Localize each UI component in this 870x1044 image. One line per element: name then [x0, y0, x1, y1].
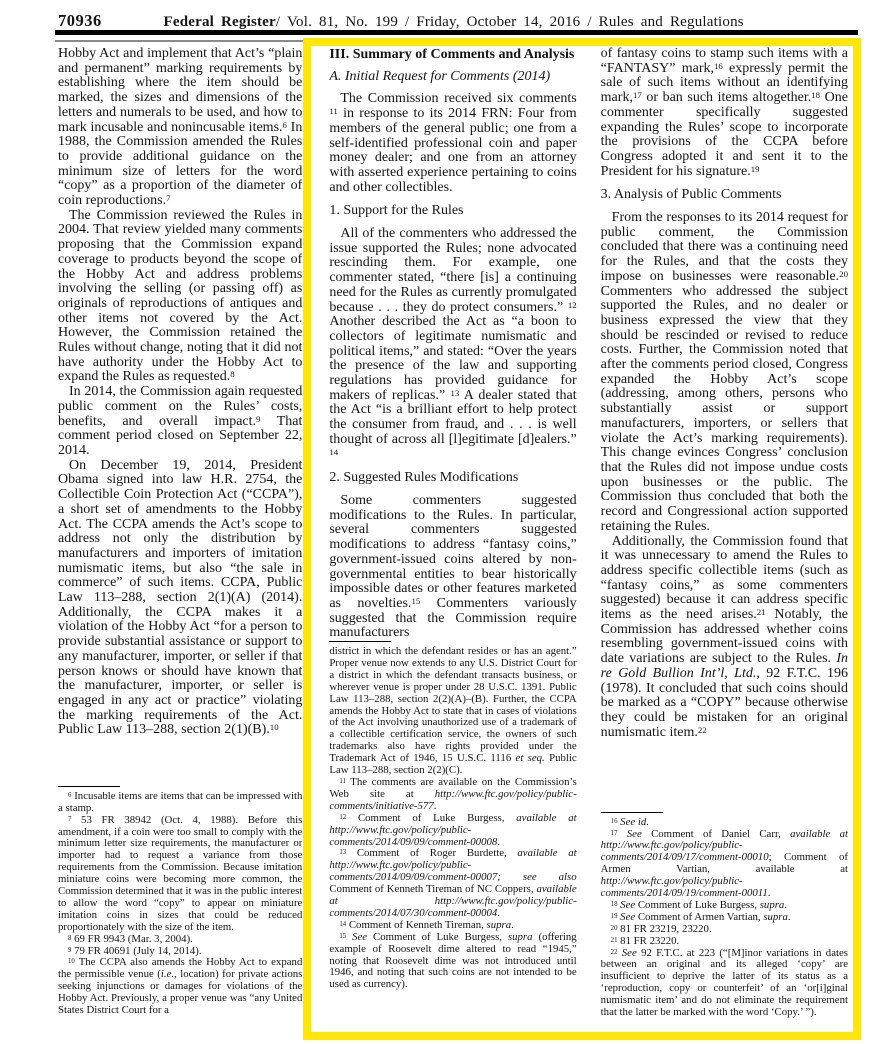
paragraph: of fantasy coins to stamp such items with a “FANTASY” mark,$^{16}$ expressly permit the sale of such items without an identifying mark,$^{17}$ or ban such items altogether.$^{18}$ One commenter specifically suggested expanding the Rules’ scope to incorporate the provisions of the CCPA before Congress adopted it and sent it to the President for his signature.$^{19}$	[600, 47, 848, 179]
header-title	[164, 14, 744, 30]
footnote: $^{12}$ Comment of Luke Burgess, available at http://www.ftc.gov/policy/public-comments/2014/09/09/comment-00008.	[329, 811, 577, 848]
header-title-journal: Federal Register	[163, 14, 276, 30]
article-columns	[58, 47, 848, 1033]
column-3	[601, 47, 848, 1033]
paragraph: Additionally, the Commission found that it was unnecessary to amend the Rules to address specific collectible items (such as “fantasy coins,” as some commenters suggested) because it can address specific items as the need arises.$^{21}$ Notably, the Commission has addressed whether coins resembling government-issued coins with date variations are subject to the Rules. In re Gold Bullion Int’l, Ltd., 92 F.T.C. 196 (1978). It concluded that such coins should be marked as a “COPY” because otherwise they could be mistaken for an original numismatic item.$^{22}$	[600, 533, 848, 740]
paragraph: The Commission received six comments $^{11}$ in response to its 2014 FRN: Four from members of the general public; one from a self-identified professional coin and paper money dealer; and one from an attorney with asserted experience pertaining to coins and other collectibles.	[329, 91, 577, 195]
footnote: $^{15}$ See Comment of Luke Burgess, supra (offering example of Roosevelt dime altered to read “1945,” noting that Roosevelt dime was not introduced until 1946, and noting that such coins are not intended to be used as currency).	[329, 930, 577, 991]
footnote: $^9$ 79 FR 40691 (July 14, 2014).	[68, 944, 202, 957]
page-number: 70936	[58, 11, 102, 30]
footnote: $^{22}$ See 92 F.T.C. at 223 (“[M]inor variations in dates between an original and its alleged ‘copy’ are insufficient to deprive the latter of its status as a ‘reproduction, copy or counterfeit’ of an ‘or[i]ginal numismatic item’ and do not eliminate the requirement that the latter be marked with the word ‘Copy.’ ”).	[600, 946, 848, 1019]
column-1-body	[58, 47, 302, 738]
header-rule-thin	[55, 40, 317, 42]
paragraph: Hobby Act and implement that Act’s “plain and permanent” marking requirements by establishing where the item should be marked, the sizes and dimensions of the letters and numerals to be used, and how to mark incusable and nonincusable items.$^6$ In 1988, the Commission amended the Rules to provide additional guidance on the minimum size of letters for the word “copy” as a proportion of the diameter of coin reproductions.$^7$	[58, 47, 303, 209]
footnote: $^{17}$ See Comment of Daniel Carr, available at http://www.ftc.gov/policy/public-comments/2014/09/17/comment-00010; Comment of Armen Vartian, available at http://www.ftc.gov/policy/public-comments/2014/09/19/comment-00011.	[600, 827, 848, 900]
paragraph: All of the commenters who addressed the issue supported the Rules; none advocated rescinding them. For example, one commenter stated, “there [is] a continuing need for the Rules as currently promulgated because . . . they do protect consumers.” $^{12}$ Another described the Act as “a boon to collectors of legitimate numismatic and political items,” and stated: “Over the years the presence of the law and supporting regulations has provided guidance for makers of replicas.” $^{13}$ A dealer stated that the Act “is a brilliant effort to help protect the consumer from fraud, and . . . is well thought of across all [l]egitimate [d]ealers.” $^{14}$	[329, 226, 577, 457]
footnote: $^{21}$ 81 FR 23220.	[610, 934, 680, 947]
footnote: $^{11}$ The comments are available on the Commission’s Web site at http://www.ftc.gov/policy/public-comments/initiative-577.	[329, 775, 577, 812]
numbered-heading: 2. Suggested Rules Modifications	[329, 470, 519, 486]
footnote: $^{13}$ Comment of Roger Burdette, available at http://www.ftc.gov/policy/public-comments/2014/09/09/comment-00007; see also Comment of Kenneth Tireman of NC Coppers, available at http://www.ftc.gov/policy/public-comments/2014/07/30/comment-00004.	[329, 847, 577, 919]
column-3-footnotes	[601, 812, 848, 1019]
footnote: $^{20}$ 81 FR 23219, 23220.	[610, 922, 712, 935]
column-2-footnotes	[329, 641, 576, 991]
column-3-body	[601, 47, 848, 740]
footnote-continuation: district in which the defendant resides or has an agent.” Proper venue now extends to any U.S. District Court for a district in which the defendant transacts business, or wherever venue is proper under 28 U.S.C. 1391. Public Law 113–288, section 2(2)(A)–(B). Further, the CCPA amends the Hobby Act to state that in cases of violations of the Act involving unauthorized use of a trademark of a collectible certification service, the owners of such trademarks also have rights provided under the Trademark Act of 1946, 15 U.S.C. 1116 et seq. Public Law 113–288, section 2(2)(C).	[329, 645, 577, 777]
paragraph: From the responses to its 2014 request for public comment, the Commission concluded that there was a continuing need for the Rules, and that the costs they impose on businesses were reasonable.$^{20}$ Commenters who addressed the subject supported the Rules, and no dealer or business expressed the view that they should be rescinded or revised to reduce costs. Further, the Commission noted that after the comments period closed, Congress expanded the Hobby Act’s scope (addressing, among others, persons who substantially assist or support manufacturers, importers, or sellers that violate the Act’s marking requirements). This change evinces Congress’ conclusion that the Rules did not impose undue costs upon businesses or the public. The Commission thus concluded that both the record and Congressional action supported retaining the Rules.	[600, 210, 848, 534]
section-heading: III. Summary of Comments and Analysis	[329, 47, 575, 62]
footnote: $^{16}$ See id.	[610, 815, 649, 828]
numbered-heading: 3. Analysis of Public Comments	[600, 187, 782, 203]
subsection-heading: A. Initial Request for Comments (2014)	[329, 68, 551, 84]
paragraph: Some commenters suggested modifications to the Rules. In particular, several commenters suggested modifications to address “fantasy coins,” government-issued coins altered by non-governmental entities to bear historically impossible dates or other features marketed as novelties.$^{15}$ Commenters variously suggested that the Commission require manufacturers	[329, 492, 577, 641]
column-1	[58, 47, 302, 1033]
footnote: $^6$ Incusable items are items that can be impressed with a stamp.	[58, 789, 303, 814]
page-header	[58, 11, 848, 31]
footnote: $^{18}$ See Comment of Luke Burgess, supra.	[610, 898, 788, 911]
footnote: $^{19}$ See Comment of Armen Vartian, supra.	[610, 910, 791, 923]
footnote: $^{10}$ The CCPA also amends the Hobby Act to expand the permissible venue (i.e., location) for private actions seeking injunctions or damages for violations of the Hobby Act. Previously, a proper venue was “any United States District Court for a	[58, 956, 303, 1017]
paragraph: In 2014, the Commission again requested public comment on the Rules’ costs, benefits, and overall impact.$^9$ That comment period closed on September 22, 2014.	[58, 384, 303, 458]
column-2-body	[329, 47, 576, 641]
header-rule-thick	[55, 30, 858, 35]
numbered-heading: 1. Support for the Rules	[329, 203, 464, 219]
footnote: $^{14}$ Comment of Kenneth Tireman, supra.	[339, 918, 514, 931]
paragraph: On December 19, 2014, President Obama signed into law H.R. 2754, the Collectible Coin Protection Act (“CCPA”), a short set of amendments to the Hobby Act. The CCPA amends the Act’s scope to address not only the distribution by manufacturers and importers of imitation numismatic items, but also “the sale in commerce” of such items. CCPA, Public Law 113–288, section 2(1)(A) (2014). Additionally, the CCPA makes it a violation of the Hobby Act “for a person to provide substantial assistance or support to any manufacturer, importer, or seller if that person knows or should have known that the manufacturer, importer, or seller is engaged in any act or practice” violating the marking requirements of the Act. Public Law 113–288, section 2(1)(B).$^{10}$	[58, 457, 303, 738]
column-2	[329, 47, 576, 1033]
column-1-footnotes	[58, 786, 302, 1017]
header-title-rest: / Vol. 81, No. 199 / Friday, October 14, 2016 / Rules and Regulations	[275, 14, 744, 30]
footnote: $^8$ 69 FR 9943 (Mar. 3, 2004).	[68, 932, 193, 945]
paragraph: The Commission reviewed the Rules in 2004. That review yielded many comments proposing that the Commission expand coverage to products beyond the scope of the Hobby Act and address problems involving the selling (or passing off) as originals of reproductions of antiques and other items not covered by the Act. However, the Commission retained the Rules without change, noting that it did not have authority under the Hobby Act to expand the Rules as requested.$^8$	[58, 207, 303, 385]
footnote: $^7$ 53 FR 38942 (Oct. 4, 1988). Before this amendment, if a coin were too small to comply with the minimum letter size requirements, the manufacturer or importer had to request a variance from those requirements from the Commission. Because imitation miniature coins were becoming more common, the Commission determined that it was in the public interest to allow the word “copy” to appear on miniature imitation coins in sizes that could be reduced proportionately with the size of the item.	[58, 813, 303, 933]
